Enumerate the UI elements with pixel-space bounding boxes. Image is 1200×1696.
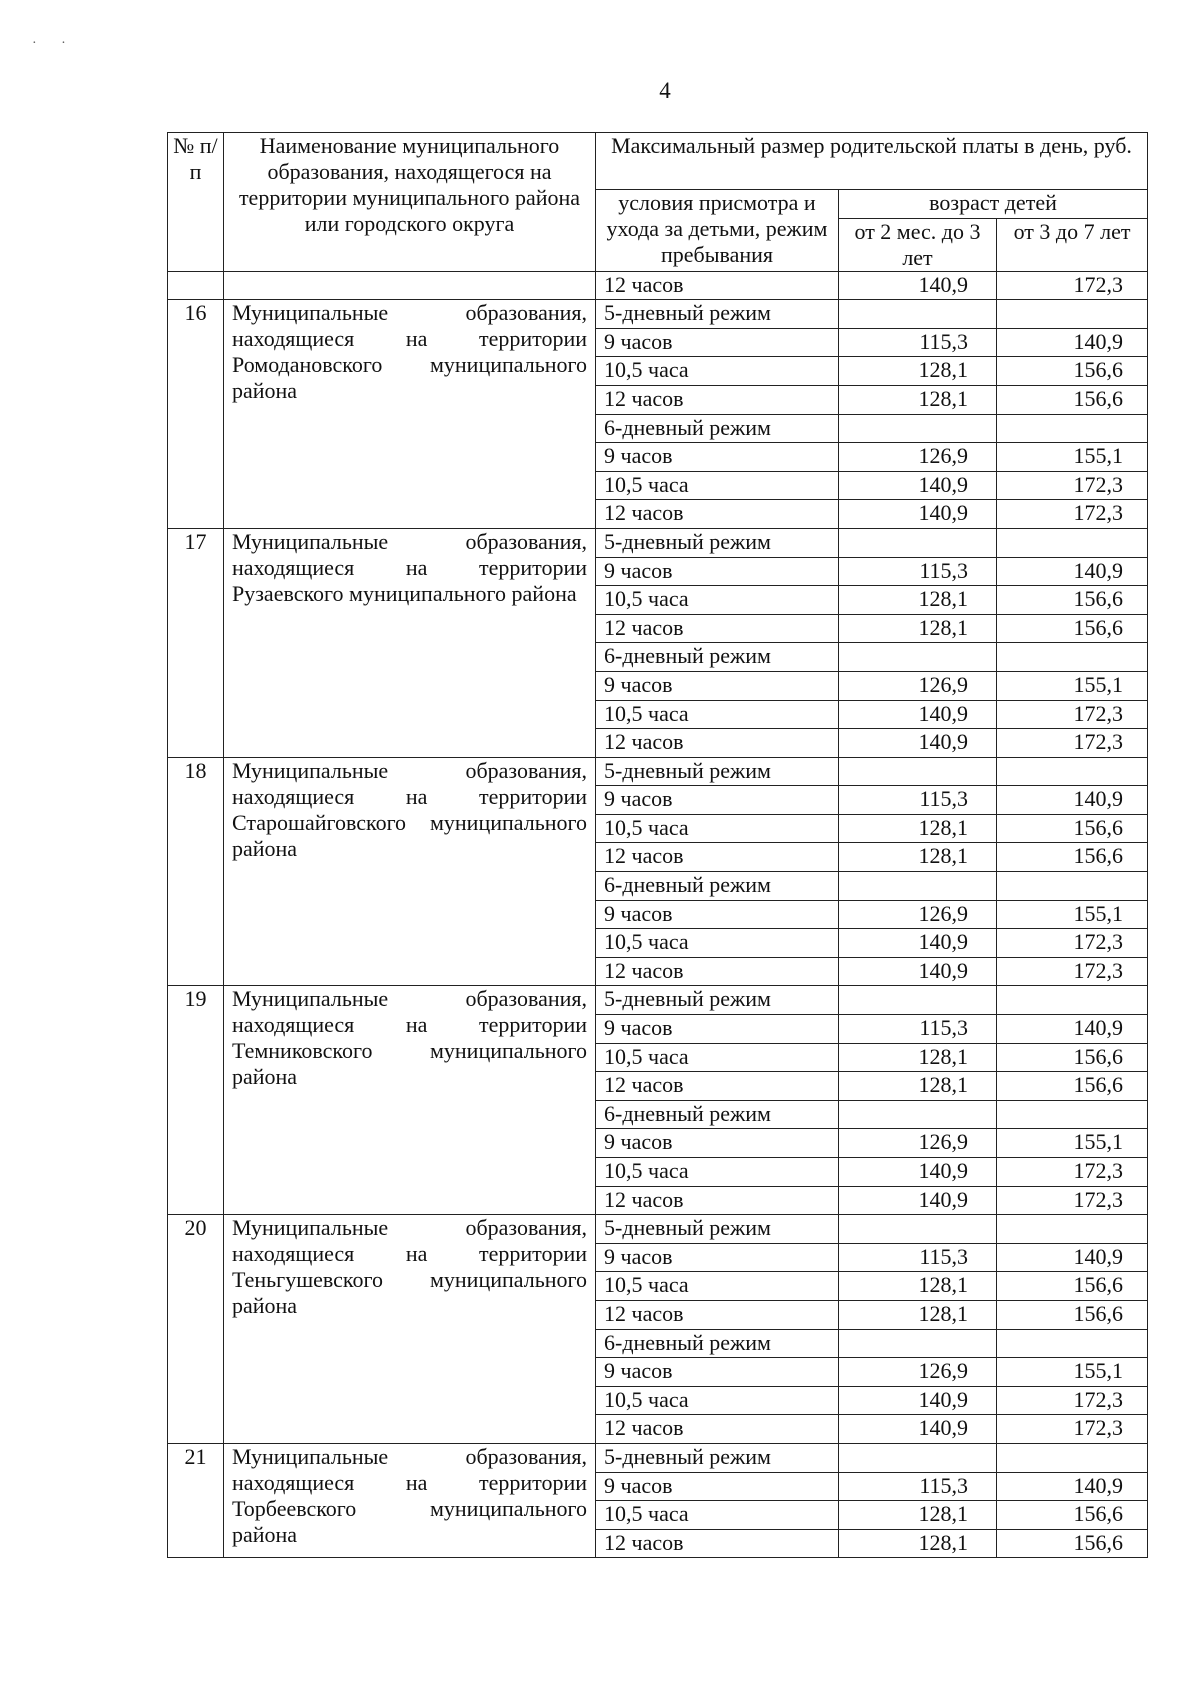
cell-value-3-to-7: 172,3 bbox=[997, 500, 1148, 529]
cell-value-under-3 bbox=[839, 1329, 997, 1358]
cell-name bbox=[224, 757, 596, 986]
cell-value-3-to-7: 140,9 bbox=[997, 1243, 1148, 1272]
cell-value-3-to-7: 172,3 bbox=[997, 271, 1148, 300]
cell-condition: 6-дневный режим bbox=[596, 1100, 839, 1129]
cell-value-3-to-7: 156,6 bbox=[997, 814, 1148, 843]
cell-value-under-3: 140,9 bbox=[839, 929, 997, 958]
cell-value-3-to-7: 140,9 bbox=[997, 557, 1148, 586]
cell-value-3-to-7: 172,3 bbox=[997, 1415, 1148, 1444]
cell-value-under-3: 140,9 bbox=[839, 729, 997, 758]
cell-condition: 12 часов bbox=[596, 614, 839, 643]
cell-condition: 6-дневный режим bbox=[596, 872, 839, 901]
cell-value-under-3 bbox=[839, 757, 997, 786]
cell-value-3-to-7: 156,6 bbox=[997, 614, 1148, 643]
header-age-3-to-7: от 3 до 7 лет bbox=[997, 218, 1148, 271]
cell-name bbox=[224, 986, 596, 1215]
cell-value-under-3: 128,1 bbox=[839, 843, 997, 872]
cell-condition: 6-дневный режим bbox=[596, 1329, 839, 1358]
cell-condition: 9 часов bbox=[596, 1358, 839, 1387]
cell-value-under-3: 140,9 bbox=[839, 471, 997, 500]
cell-value-3-to-7: 156,6 bbox=[997, 1043, 1148, 1072]
cell-condition: 9 часов bbox=[596, 1243, 839, 1272]
cell-name bbox=[224, 300, 596, 529]
cell-value-3-to-7: 156,6 bbox=[997, 1300, 1148, 1329]
cell-value-under-3: 140,9 bbox=[839, 271, 997, 300]
cell-condition: 12 часов bbox=[596, 1300, 839, 1329]
cell-condition: 9 часов bbox=[596, 443, 839, 472]
cell-value-3-to-7: 172,3 bbox=[997, 1158, 1148, 1187]
cell-value-under-3: 128,1 bbox=[839, 1072, 997, 1101]
cell-condition: 10,5 часа bbox=[596, 700, 839, 729]
cell-condition: 9 часов bbox=[596, 786, 839, 815]
cell-value-under-3 bbox=[839, 986, 997, 1015]
cell-condition: 9 часов bbox=[596, 1129, 839, 1158]
scan-specks: · · bbox=[32, 36, 66, 51]
cell-value-under-3: 115,3 bbox=[839, 1243, 997, 1272]
cell-value-3-to-7 bbox=[997, 300, 1148, 329]
municipality-name: Муниципальные образования, находящиеся на территории Ромодановского муниципального района bbox=[232, 300, 587, 404]
cell-value-3-to-7: 156,6 bbox=[997, 586, 1148, 615]
table-body bbox=[168, 271, 1148, 1558]
cell-value-3-to-7 bbox=[997, 528, 1148, 557]
table-row bbox=[168, 1443, 1148, 1472]
cell-condition: 5-дневный режим bbox=[596, 757, 839, 786]
cell-condition: 5-дневный режим bbox=[596, 1443, 839, 1472]
cell-value-3-to-7: 156,6 bbox=[997, 1072, 1148, 1101]
cell-value-3-to-7: 156,6 bbox=[997, 357, 1148, 386]
cell-condition: 9 часов bbox=[596, 557, 839, 586]
cell-value-3-to-7: 155,1 bbox=[997, 1129, 1148, 1158]
cell-condition: 9 часов bbox=[596, 900, 839, 929]
cell-value-3-to-7 bbox=[997, 757, 1148, 786]
cell-condition: 10,5 часа bbox=[596, 1158, 839, 1187]
cell-value-under-3 bbox=[839, 643, 997, 672]
cell-value-3-to-7: 155,1 bbox=[997, 900, 1148, 929]
cell-value-under-3: 128,1 bbox=[839, 1501, 997, 1530]
cell-value-3-to-7: 155,1 bbox=[997, 671, 1148, 700]
cell-condition: 10,5 часа bbox=[596, 586, 839, 615]
cell-value-3-to-7: 172,3 bbox=[997, 700, 1148, 729]
cell-condition: 9 часов bbox=[596, 1015, 839, 1044]
cell-value-under-3: 128,1 bbox=[839, 357, 997, 386]
cell-value-3-to-7: 156,6 bbox=[997, 1501, 1148, 1530]
cell-value-3-to-7: 140,9 bbox=[997, 1472, 1148, 1501]
cell-condition: 12 часов bbox=[596, 385, 839, 414]
cell-value-under-3: 140,9 bbox=[839, 700, 997, 729]
cell-condition: 5-дневный режим bbox=[596, 300, 839, 329]
header-conditions: условия присмотра и ухода за детьми, режим пребывания bbox=[596, 190, 839, 272]
header-name: Наименование муниципального образования, находящегося на территории муниципального района или городского округа bbox=[224, 133, 596, 272]
cell-value-3-to-7: 172,3 bbox=[997, 957, 1148, 986]
cell-value-under-3: 126,9 bbox=[839, 671, 997, 700]
cell-value-under-3 bbox=[839, 1100, 997, 1129]
header-age: возраст детей bbox=[839, 190, 1148, 219]
table-row bbox=[168, 986, 1148, 1015]
cell-value-under-3 bbox=[839, 528, 997, 557]
cell-number: 19 bbox=[168, 986, 224, 1215]
cell-value-under-3: 115,3 bbox=[839, 557, 997, 586]
cell-value-under-3: 140,9 bbox=[839, 1186, 997, 1215]
cell-value-under-3: 128,1 bbox=[839, 1272, 997, 1301]
table-row bbox=[168, 757, 1148, 786]
cell-value-3-to-7: 172,3 bbox=[997, 729, 1148, 758]
cell-value-under-3: 140,9 bbox=[839, 1158, 997, 1187]
table-row bbox=[168, 300, 1148, 329]
cell-value-under-3: 140,9 bbox=[839, 500, 997, 529]
cell-condition: 10,5 часа bbox=[596, 1043, 839, 1072]
fee-table bbox=[167, 132, 1148, 1558]
cell-condition: 12 часов bbox=[596, 1529, 839, 1558]
header-number: № п/п bbox=[168, 133, 224, 272]
cell-value-3-to-7 bbox=[997, 872, 1148, 901]
cell-value-3-to-7 bbox=[997, 986, 1148, 1015]
cell-value-under-3: 126,9 bbox=[839, 1358, 997, 1387]
cell-value-under-3 bbox=[839, 1215, 997, 1244]
cell-number: 17 bbox=[168, 528, 224, 757]
cell-value-under-3: 140,9 bbox=[839, 1415, 997, 1444]
cell-condition: 9 часов bbox=[596, 328, 839, 357]
cell-value-under-3: 115,3 bbox=[839, 1015, 997, 1044]
cell-value-3-to-7: 156,6 bbox=[997, 1272, 1148, 1301]
cell-value-3-to-7 bbox=[997, 643, 1148, 672]
cell-name bbox=[224, 528, 596, 757]
cell-value-under-3: 128,1 bbox=[839, 1300, 997, 1329]
cell-number: 21 bbox=[168, 1443, 224, 1557]
table-row bbox=[168, 528, 1148, 557]
cell-value-3-to-7: 156,6 bbox=[997, 843, 1148, 872]
cell-value-3-to-7: 140,9 bbox=[997, 328, 1148, 357]
cell-value-under-3: 115,3 bbox=[839, 1472, 997, 1501]
cell-value-under-3: 128,1 bbox=[839, 385, 997, 414]
cell-condition: 10,5 часа bbox=[596, 814, 839, 843]
table-header bbox=[168, 133, 1148, 272]
cell-value-under-3: 140,9 bbox=[839, 1386, 997, 1415]
cell-condition: 6-дневный режим bbox=[596, 643, 839, 672]
cell-number bbox=[168, 271, 224, 300]
municipality-name: Муниципальные образования, находящиеся на территории Старошайговского муниципального района bbox=[232, 757, 587, 861]
cell-value-3-to-7: 156,6 bbox=[997, 385, 1148, 414]
cell-condition: 10,5 часа bbox=[596, 929, 839, 958]
cell-value-3-to-7: 172,3 bbox=[997, 471, 1148, 500]
cell-value-under-3: 115,3 bbox=[839, 786, 997, 815]
cell-condition: 12 часов bbox=[596, 957, 839, 986]
cell-value-3-to-7: 172,3 bbox=[997, 1386, 1148, 1415]
page-number: 4 bbox=[659, 78, 671, 103]
table-row bbox=[168, 271, 1148, 300]
cell-value-under-3: 128,1 bbox=[839, 1043, 997, 1072]
cell-condition: 12 часов bbox=[596, 1072, 839, 1101]
cell-value-under-3: 140,9 bbox=[839, 957, 997, 986]
cell-condition: 10,5 часа bbox=[596, 1272, 839, 1301]
cell-condition: 12 часов bbox=[596, 843, 839, 872]
municipality-name: Муниципальные образования, находящиеся на территории Торбеевского муниципального района bbox=[232, 1443, 587, 1547]
cell-condition: 12 часов bbox=[596, 729, 839, 758]
cell-value-under-3: 126,9 bbox=[839, 443, 997, 472]
cell-condition: 10,5 часа bbox=[596, 1386, 839, 1415]
cell-condition: 5-дневный режим bbox=[596, 528, 839, 557]
cell-value-3-to-7: 172,3 bbox=[997, 1186, 1148, 1215]
header-age-under-3: от 2 мес. до 3 лет bbox=[839, 218, 997, 271]
cell-condition: 9 часов bbox=[596, 1472, 839, 1501]
cell-number: 16 bbox=[168, 300, 224, 529]
cell-value-under-3 bbox=[839, 300, 997, 329]
cell-value-3-to-7 bbox=[997, 414, 1148, 443]
cell-value-under-3: 126,9 bbox=[839, 900, 997, 929]
cell-condition: 10,5 часа bbox=[596, 471, 839, 500]
cell-value-under-3 bbox=[839, 872, 997, 901]
cell-condition: 10,5 часа bbox=[596, 357, 839, 386]
municipality-name: Муниципальные образования, находящиеся на территории Рузаевского муниципального района bbox=[232, 528, 587, 606]
municipality-name: Муниципальные образования, находящиеся на территории Темниковского муниципального района bbox=[232, 986, 587, 1090]
cell-name bbox=[224, 271, 596, 300]
cell-condition: 9 часов bbox=[596, 671, 839, 700]
cell-value-under-3: 115,3 bbox=[839, 328, 997, 357]
cell-value-3-to-7: 155,1 bbox=[997, 443, 1148, 472]
cell-value-3-to-7: 156,6 bbox=[997, 1529, 1148, 1558]
cell-condition: 5-дневный режим bbox=[596, 1215, 839, 1244]
cell-name bbox=[224, 1215, 596, 1444]
cell-value-3-to-7 bbox=[997, 1443, 1148, 1472]
cell-value-under-3: 128,1 bbox=[839, 1529, 997, 1558]
cell-name bbox=[224, 1443, 596, 1557]
cell-value-under-3: 128,1 bbox=[839, 586, 997, 615]
cell-condition: 10,5 часа bbox=[596, 1501, 839, 1530]
cell-value-under-3 bbox=[839, 414, 997, 443]
cell-condition: 6-дневный режим bbox=[596, 414, 839, 443]
cell-number: 20 bbox=[168, 1215, 224, 1444]
cell-value-under-3: 126,9 bbox=[839, 1129, 997, 1158]
cell-value-3-to-7 bbox=[997, 1215, 1148, 1244]
cell-value-3-to-7 bbox=[997, 1100, 1148, 1129]
cell-condition: 5-дневный режим bbox=[596, 986, 839, 1015]
cell-value-3-to-7: 172,3 bbox=[997, 929, 1148, 958]
cell-value-3-to-7: 140,9 bbox=[997, 1015, 1148, 1044]
cell-value-under-3 bbox=[839, 1443, 997, 1472]
municipality-name: Муниципальные образования, находящиеся на территории Теньгушевского муниципального района bbox=[232, 1215, 587, 1319]
cell-condition: 12 часов bbox=[596, 1186, 839, 1215]
cell-condition: 12 часов bbox=[596, 271, 839, 300]
header-max-fee: Максимальный размер родительской платы в день, руб. bbox=[596, 133, 1148, 190]
cell-condition: 12 часов bbox=[596, 500, 839, 529]
cell-condition: 12 часов bbox=[596, 1415, 839, 1444]
cell-number: 18 bbox=[168, 757, 224, 986]
cell-value-3-to-7 bbox=[997, 1329, 1148, 1358]
cell-value-3-to-7: 155,1 bbox=[997, 1358, 1148, 1387]
cell-value-3-to-7: 140,9 bbox=[997, 786, 1148, 815]
cell-value-under-3: 128,1 bbox=[839, 614, 997, 643]
table-row bbox=[168, 1215, 1148, 1244]
cell-value-under-3: 128,1 bbox=[839, 814, 997, 843]
